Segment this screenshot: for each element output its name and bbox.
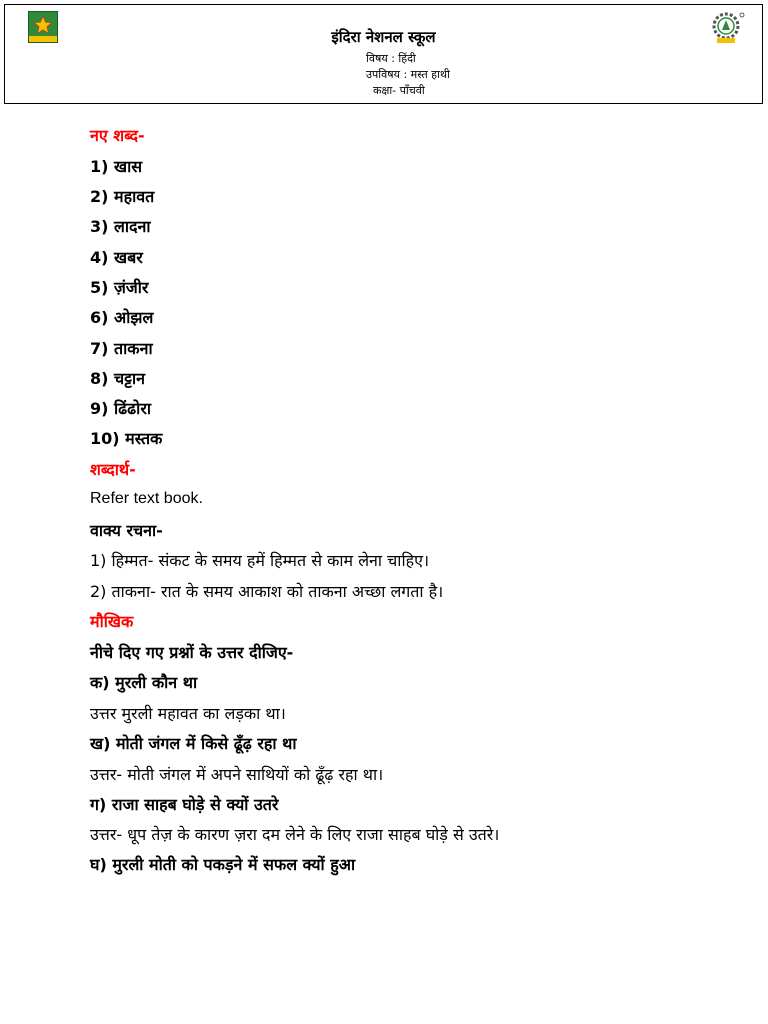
question: क) मुरली कौन था (90, 673, 198, 692)
oral-instruction: नीचे दिए गए प्रश्नों के उत्तर दीजिए- (90, 643, 294, 662)
list-item: 7) ताकना (90, 339, 153, 358)
question: ग) राजा साहब घोड़े से क्यों उतरे (90, 795, 279, 814)
answer: उत्तर- धूप तेज़ के कारण ज़रा दम लेने के लिए राजा साहब घोड़े से उतरे। (90, 825, 500, 844)
list-item: 10) मस्तक (90, 429, 163, 448)
list-item: 3) लादना (90, 217, 151, 236)
list-item: 5) ज़ंजीर (90, 278, 149, 297)
list-item: 9) ढिंढोरा (90, 399, 152, 418)
sentence-item: 1) हिम्मत- संकट के समय हमें हिम्मत से काम लेना चाहिए। (90, 551, 430, 570)
subject-line: विषय : हिंदी (366, 52, 416, 65)
document-header (4, 4, 763, 104)
indira-gear-logo-icon (709, 11, 747, 45)
list-item: 2) महावत (90, 187, 155, 206)
oral-heading: मौखिक (90, 612, 134, 631)
list-item: 6) ओझल (90, 308, 154, 327)
class-line: कक्षा- पाँचवी (373, 84, 425, 97)
answer: उत्तर- मोती जंगल में अपने साथियों को ढूँढ़ रहा था। (90, 765, 384, 784)
list-item: 1) खास (90, 157, 143, 176)
answer: उत्तर मुरली महावत का लड़का था। (90, 704, 286, 723)
new-words-heading: नए शब्द- (90, 126, 145, 145)
sentence-item: 2) ताकना- रात के समय आकाश को ताकना अच्छा लगता है। (90, 582, 444, 601)
list-item: 8) चट्टान (90, 369, 146, 388)
meanings-text: Refer text book. (90, 490, 203, 507)
school-name: इंदिरा नेशनल स्कूल (331, 28, 436, 46)
question: ख) मोती जंगल में किसे ढूँढ़ रहा था (90, 734, 297, 753)
list-item: 4) खबर (90, 248, 143, 267)
sentences-heading: वाक्य रचना- (90, 521, 163, 540)
subtopic-line: उपविषय : मस्त हाथी (366, 68, 450, 81)
question: घ) मुरली मोती को पकड़ने में सफल क्यों हुआ (90, 855, 356, 874)
meanings-heading: शब्दार्थ- (90, 460, 136, 479)
